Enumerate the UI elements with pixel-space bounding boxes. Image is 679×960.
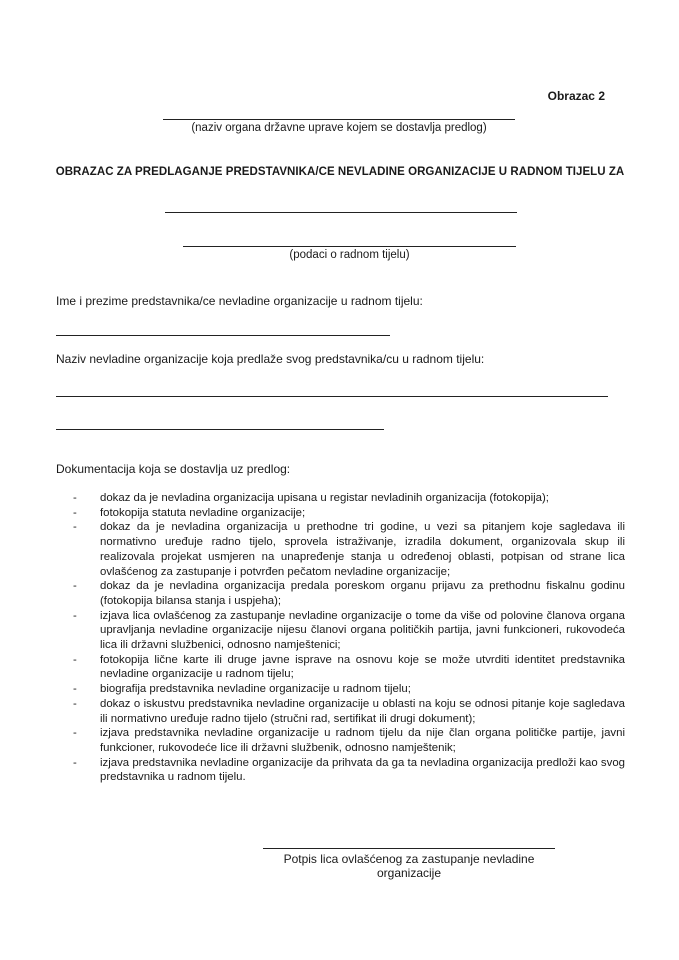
list-item [73, 506, 625, 521]
representative-name-field[interactable] [56, 335, 390, 336]
list-item-text: biografija predstavnika nevladine organizacije u radnom tijelu; [100, 683, 411, 696]
list-item [73, 726, 625, 755]
list-item [73, 520, 625, 579]
working-body-caption: (podaci o radnom tijelu) [289, 249, 410, 261]
list-item-text: dokaz da je nevladina organizacija upisana u registar nevladinih organizacija (fotokopija); [100, 492, 549, 504]
list-dash: - [73, 506, 77, 519]
list-dash: - [73, 756, 77, 769]
list-item-text: izjava predstavnika nevladine organizacije da prihvata da ga ta nevladina organizacija predloži kao svog predstavnika u radnom tijelu. [100, 756, 625, 784]
list-dash: - [73, 683, 77, 696]
list-item-text: fotokopija lične karte ili druge javne isprave na osnovu koje se može utvrditi identitet predstavnika nevladine organizacije u radnom tijelu; [100, 653, 625, 681]
organ-name-caption: (naziv organa državne uprave kojem se dostavlja predlog) [191, 122, 487, 134]
working-body-line-1[interactable] [165, 212, 517, 213]
list-item [73, 697, 625, 726]
list-item [73, 491, 625, 506]
list-dash: - [73, 727, 77, 740]
page-title: OBRAZAC ZA PREDLAGANJE PREDSTAVNIKA/CE NEVLADINE ORGANIZACIJE U RADNOM TIJELU ZA [55, 166, 625, 178]
list-dash: - [73, 580, 77, 593]
list-dash: - [73, 609, 77, 622]
list-dash: - [73, 521, 77, 534]
list-item [73, 653, 625, 682]
list-item-text: dokaz da je nevladina organizacija u prethodne tri godine, u vezi sa pitanjem koje sagledava ili normativno uređuje radno tijelo, sprovela istraživanje, izradila dokument, organizovala skup ili realizovala projekat usmjeren na unapređenje stanja u određenoj oblasti, potpisan od strane lica ovlašćenog za zastupanje i potvrđen pečatom nevladine organizacije; [100, 521, 625, 578]
list-dash: - [73, 653, 77, 666]
list-dash: - [73, 697, 77, 710]
list-item [73, 756, 625, 785]
representative-name-label: Ime i prezime predstavnika/ce nevladine organizacije u radnom tijelu: [56, 294, 423, 308]
form-number: Obrazac 2 [547, 89, 605, 103]
list-item-text: dokaz da je nevladina organizacija predala poreskom organu prijavu za prethodnu fiskalnu godinu (fotokopija bilansa stanja i uspjeha); [100, 580, 625, 607]
signature-caption: Potpis lica ovlašćenog za zastupanje nevladine organizacije [283, 852, 535, 880]
signature-line[interactable] [263, 848, 555, 849]
ngo-name-label: Naziv nevladine organizacije koja predlaže svog predstavnika/cu u radnom tijelu: [56, 352, 485, 366]
list-dash: - [73, 492, 77, 504]
working-body-line-2[interactable] [183, 246, 516, 247]
list-item [73, 609, 625, 653]
organ-name-line[interactable] [163, 119, 515, 120]
list-item [73, 579, 625, 608]
ngo-name-field-1[interactable] [56, 396, 608, 397]
list-item-text: fotokopija statuta nevladine organizacije; [100, 506, 306, 519]
list-item-text: dokaz o iskustvu predstavnika nevladine organizacije u oblasti na koju se odnosi pitanje koje sagledava ili normativno uređuje radno tijelo (stručni rad, sertifikat ili drugi dokument); [100, 697, 625, 725]
documentation-label: Dokumentacija koja se dostavlja uz predlog: [56, 462, 291, 476]
list-item-text: izjava lica ovlašćenog za zastupanje nevladine organizacije o tome da više od polovine članova organa upravljanja nevladine organizacije nijesu članovi organa političkih partija, javni funkcioneri, rukovodeća lica ili državni službenici, odnosno namještenici; [100, 609, 625, 652]
list-item-text: izjava predstavnika nevladine organizacije u radnom tijelu da nije član organa političke partije, javni funkcioner, rukovodeće lice ili državni službenik, odnosno namještenik; [100, 727, 625, 754]
documentation-list [73, 491, 625, 785]
list-item [73, 682, 625, 697]
ngo-name-field-2[interactable] [56, 429, 384, 430]
